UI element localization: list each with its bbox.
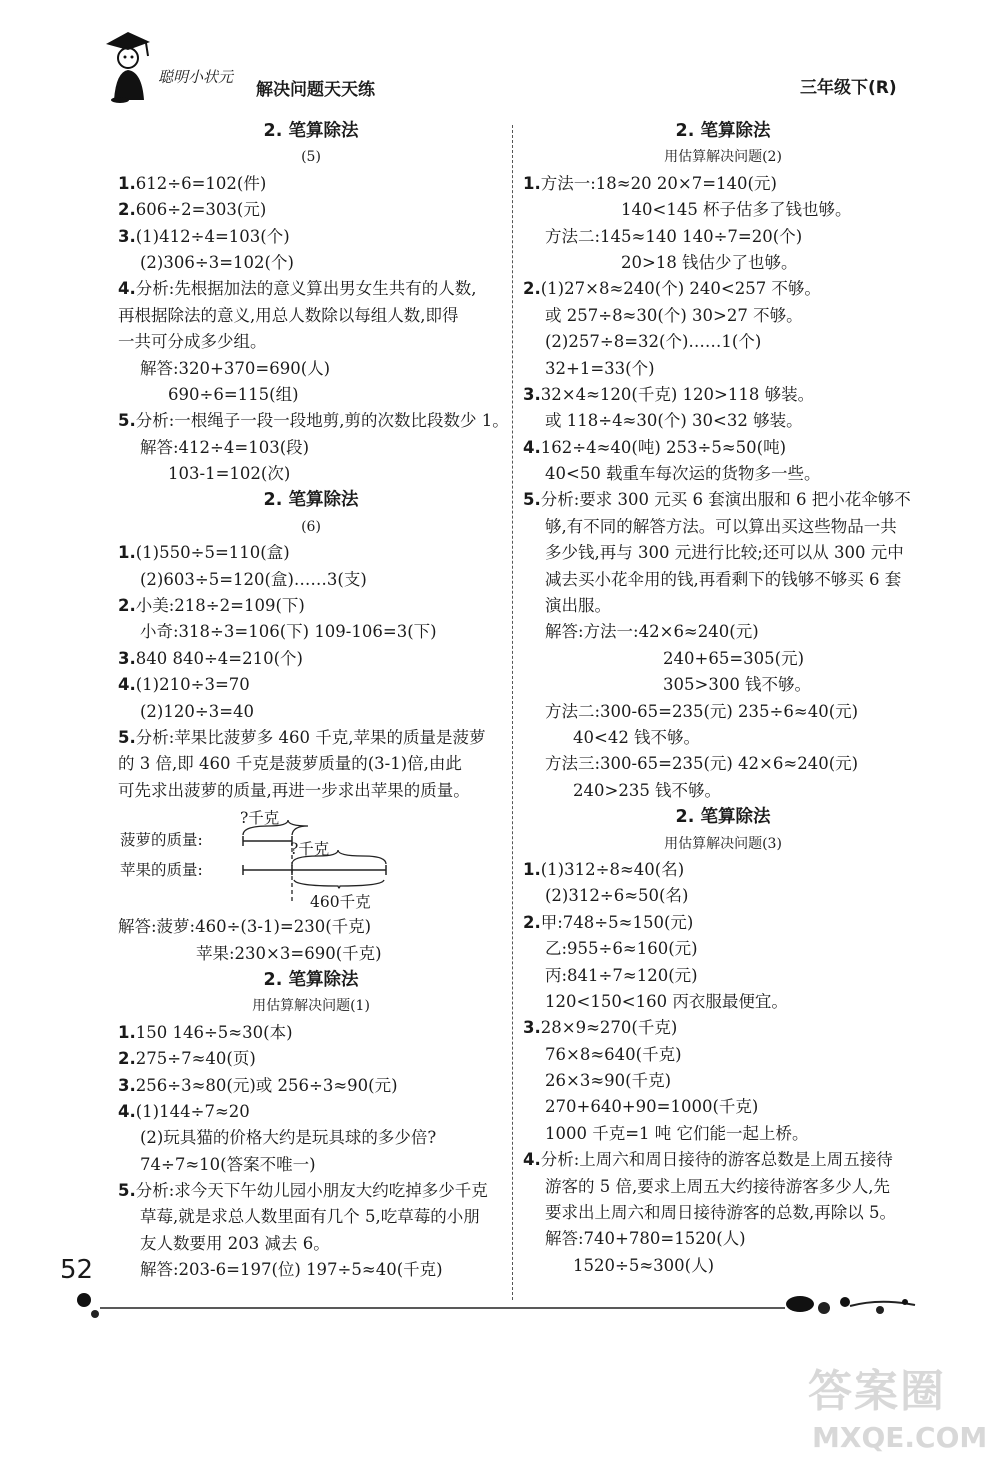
answer-line: 40<50 载重车每次运的货物多一些。 — [545, 464, 821, 484]
diagram-label-question-mid: ?千克 — [290, 840, 330, 859]
answer-line: 4.分析:上周六和周日接待的游客总数是上周五接待 — [523, 1150, 893, 1170]
answer-line: 方法二:300-65=235(元) 235÷6≈40(元) — [545, 701, 859, 721]
answer-line: (2)257÷8=32(个)……1(个) — [545, 332, 762, 352]
answer-line: 解答:412÷4=103(段) — [140, 437, 310, 457]
answer-line: 小奇:318÷3=106(下) 109-106=3(下) — [140, 622, 437, 642]
answer-line: 120<150<160 丙衣服最便宜。 — [545, 991, 788, 1011]
answer-line: 够,有不同的解答方法。可以算出买这些物品一共 — [545, 516, 897, 536]
answer-line: 2.606÷2=303(元) — [118, 200, 267, 220]
answer-line: 140<145 杯子估多了钱也够。 — [621, 200, 852, 220]
answer-line: 240>235 钱不够。 — [573, 780, 722, 800]
answer-line: 丙:841÷7≈120(元) — [545, 965, 698, 985]
answer-line: 5.分析:苹果比菠萝多 460 千克,苹果的质量是菠萝 — [118, 727, 486, 747]
answer-line: 103-1=102(次) — [168, 464, 291, 484]
section-subtitle: (6) — [301, 518, 321, 535]
diagram-label-pineapple: 菠萝的质量: — [120, 831, 203, 850]
watermark-title: 答案圈 — [808, 1366, 946, 1417]
answer-line: 1.612÷6=102(件) — [118, 173, 267, 193]
header-rule — [0, 0, 1000, 26]
answer-line: 多少钱,再与 300 元进行比较;还可以从 300 元中 — [545, 543, 904, 563]
watermark-url: MXQE.COM — [812, 1421, 988, 1454]
watermark — [800, 1355, 990, 1460]
grade-label: 三年级下(R) — [800, 78, 897, 98]
section-title: 2. 笔算除法 — [263, 490, 359, 511]
answer-line: (2)312÷6≈50(名) — [545, 886, 689, 906]
answer-line: 5.分析:一根绳子一段一段地剪,剪的次数比段数少 1。 — [118, 411, 509, 431]
answer-line: 或 118÷4≈30(个) 30<32 够装。 — [545, 411, 803, 431]
answer-line: 1.(1)550÷5=110(盒) — [118, 543, 290, 563]
diagram-label-question-top: ?千克 — [240, 809, 280, 828]
answer-line: 270+640+90=1000(千克) — [545, 1097, 759, 1117]
answer-line: 解答:菠萝:460÷(3-1)=230(千克) — [118, 917, 372, 937]
answer-line: 再根据除法的意义,用总人数除以每组人数,即得 — [118, 305, 459, 325]
answer-line: 方法三:300-65=235(元) 42×6≈240(元) — [545, 754, 859, 774]
answer-line: 4.分析:先根据加法的意义算出男女生共有的人数, — [118, 279, 477, 299]
section-title: 2. 笔算除法 — [675, 121, 771, 141]
answer-line: 1000 千克=1 吨 它们能一起上桥。 — [545, 1123, 809, 1143]
section-subtitle: (5) — [301, 149, 321, 166]
answer-line: 草莓,就是求总人数里面有几个 5,吃草莓的小朋 — [140, 1207, 480, 1227]
left-column — [118, 118, 509, 1284]
answer-line: 3.32×4≈120(千克) 120>118 够装。 — [523, 384, 815, 404]
answer-line: 1.150 146÷5≈30(本) — [118, 1022, 293, 1042]
answer-line: 32+1=33(个) — [545, 358, 655, 378]
answer-line: 的 3 倍,即 460 千克是菠萝质量的(3-1)倍,由此 — [118, 754, 462, 774]
answer-line: 5.分析:要求 300 元买 6 套演出服和 6 把小花伞够不 — [523, 490, 911, 510]
answer-line: 1.方法一:18≈20 20×7=140(元) — [523, 173, 777, 193]
section-title: 2. 笔算除法 — [263, 969, 359, 990]
segment-drawing — [118, 806, 504, 914]
answer-line: 4.(1)210÷3=70 — [118, 675, 250, 695]
section-subtitle: 用估算解决问题(3) — [664, 835, 782, 852]
answer-line: 苹果:230×3=690(千克) — [196, 943, 382, 963]
answer-line: 演出服。 — [545, 596, 611, 616]
section-title: 2. 笔算除法 — [263, 121, 359, 141]
right-column — [523, 118, 923, 1279]
answer-line: 4.(1)144÷7≈20 — [118, 1101, 250, 1121]
answer-line: (2)玩具猫的价格大约是玩具球的多少倍? — [140, 1128, 437, 1148]
section-subtitle: 用估算解决问题(1) — [252, 998, 370, 1015]
answer-line: (2)120÷3=40 — [140, 701, 255, 721]
answer-line: 40<42 钱不够。 — [573, 727, 701, 747]
answer-line: 690÷6=115(组) — [168, 384, 299, 404]
diagram-label-difference: 460千克 — [310, 893, 371, 912]
answer-line: 解答:方法一:42×6≈240(元) — [545, 622, 759, 642]
answer-line: 76×8≈640(千克) — [545, 1044, 682, 1064]
answer-line: 1.(1)312÷8≈40(名) — [523, 859, 685, 879]
column-divider — [512, 125, 513, 1300]
answer-line: 解答:203-6=197(位) 197÷5≈40(千克) — [140, 1260, 443, 1280]
answer-line: 解答:320+370=690(人) — [140, 358, 331, 378]
answer-line: 20>18 钱估少了也够。 — [621, 252, 798, 272]
answer-line: 1520÷5≈300(人) — [573, 1255, 715, 1275]
series-logo: 聪明小状元 — [158, 68, 234, 86]
line-segment-diagram — [118, 806, 504, 914]
page-number: 52 — [60, 1255, 94, 1285]
answer-line: 或 257÷8≈30(个) 30>27 不够。 — [545, 305, 803, 325]
section-subtitle: 用估算解决问题(2) — [664, 149, 782, 166]
footer-rule — [0, 1280, 1000, 1340]
answer-line: 3.256÷3≈80(元)或 256÷3≈90(元) — [118, 1075, 398, 1095]
section-title: 2. 笔算除法 — [675, 807, 771, 828]
answer-line: 一共可分成多少组。 — [118, 332, 267, 352]
answer-line: 方法二:145≈140 140÷7=20(个) — [545, 226, 803, 246]
answer-line: (2)306÷3=102(个) — [140, 252, 294, 272]
answer-line: 友人数要用 203 减去 6。 — [140, 1233, 330, 1253]
answer-line: 240+65=305(元) — [663, 648, 805, 668]
answer-line: 74÷7≈10(答案不唯一) — [140, 1154, 316, 1174]
answer-line: 可先求出菠萝的质量,再进一步求出苹果的质量。 — [118, 780, 470, 800]
answer-line: 3.(1)412÷4=103(个) — [118, 226, 290, 246]
answer-line: 游客的 5 倍,要求上周五大约接待游客多少人,先 — [545, 1176, 890, 1196]
answer-line: 4.162÷4≈40(吨) 253÷5≈50(吨) — [523, 437, 787, 457]
answer-line: 2.甲:748÷5≈150(元) — [523, 912, 694, 932]
scholar-figure-icon — [98, 22, 156, 104]
answer-line: 解答:740+780=1520(人) — [545, 1229, 746, 1249]
answer-line: 3.28×9≈270(千克) — [523, 1018, 678, 1038]
answer-line: 26×3≈90(千克) — [545, 1071, 672, 1091]
page-header — [0, 0, 1000, 115]
answer-line: 2.275÷7≈40(页) — [118, 1049, 256, 1069]
answer-line: 2.(1)27×8≈240(个) 240<257 不够。 — [523, 279, 821, 299]
answer-line: 3.840 840÷4=210(个) — [118, 648, 303, 668]
answer-line: 乙:955÷6≈160(元) — [545, 939, 698, 959]
answer-line: 305>300 钱不够。 — [663, 675, 812, 695]
book-title: 解决问题天天练 — [256, 80, 375, 100]
diagram-label-apple: 苹果的质量: — [120, 861, 203, 880]
answer-line: (2)603÷5=120(盒)……3(支) — [140, 569, 367, 589]
answer-line: 减去买小花伞用的钱,再看剩下的钱够不够买 6 套 — [545, 569, 902, 589]
answer-line: 要求出上周六和周日接待游客的总数,再除以 5。 — [545, 1203, 896, 1223]
answer-line: 5.分析:求今天下午幼儿园小朋友大约吃掉多少千克 — [118, 1181, 488, 1201]
answer-line: 2.小美:218÷2=109(下) — [118, 596, 305, 616]
